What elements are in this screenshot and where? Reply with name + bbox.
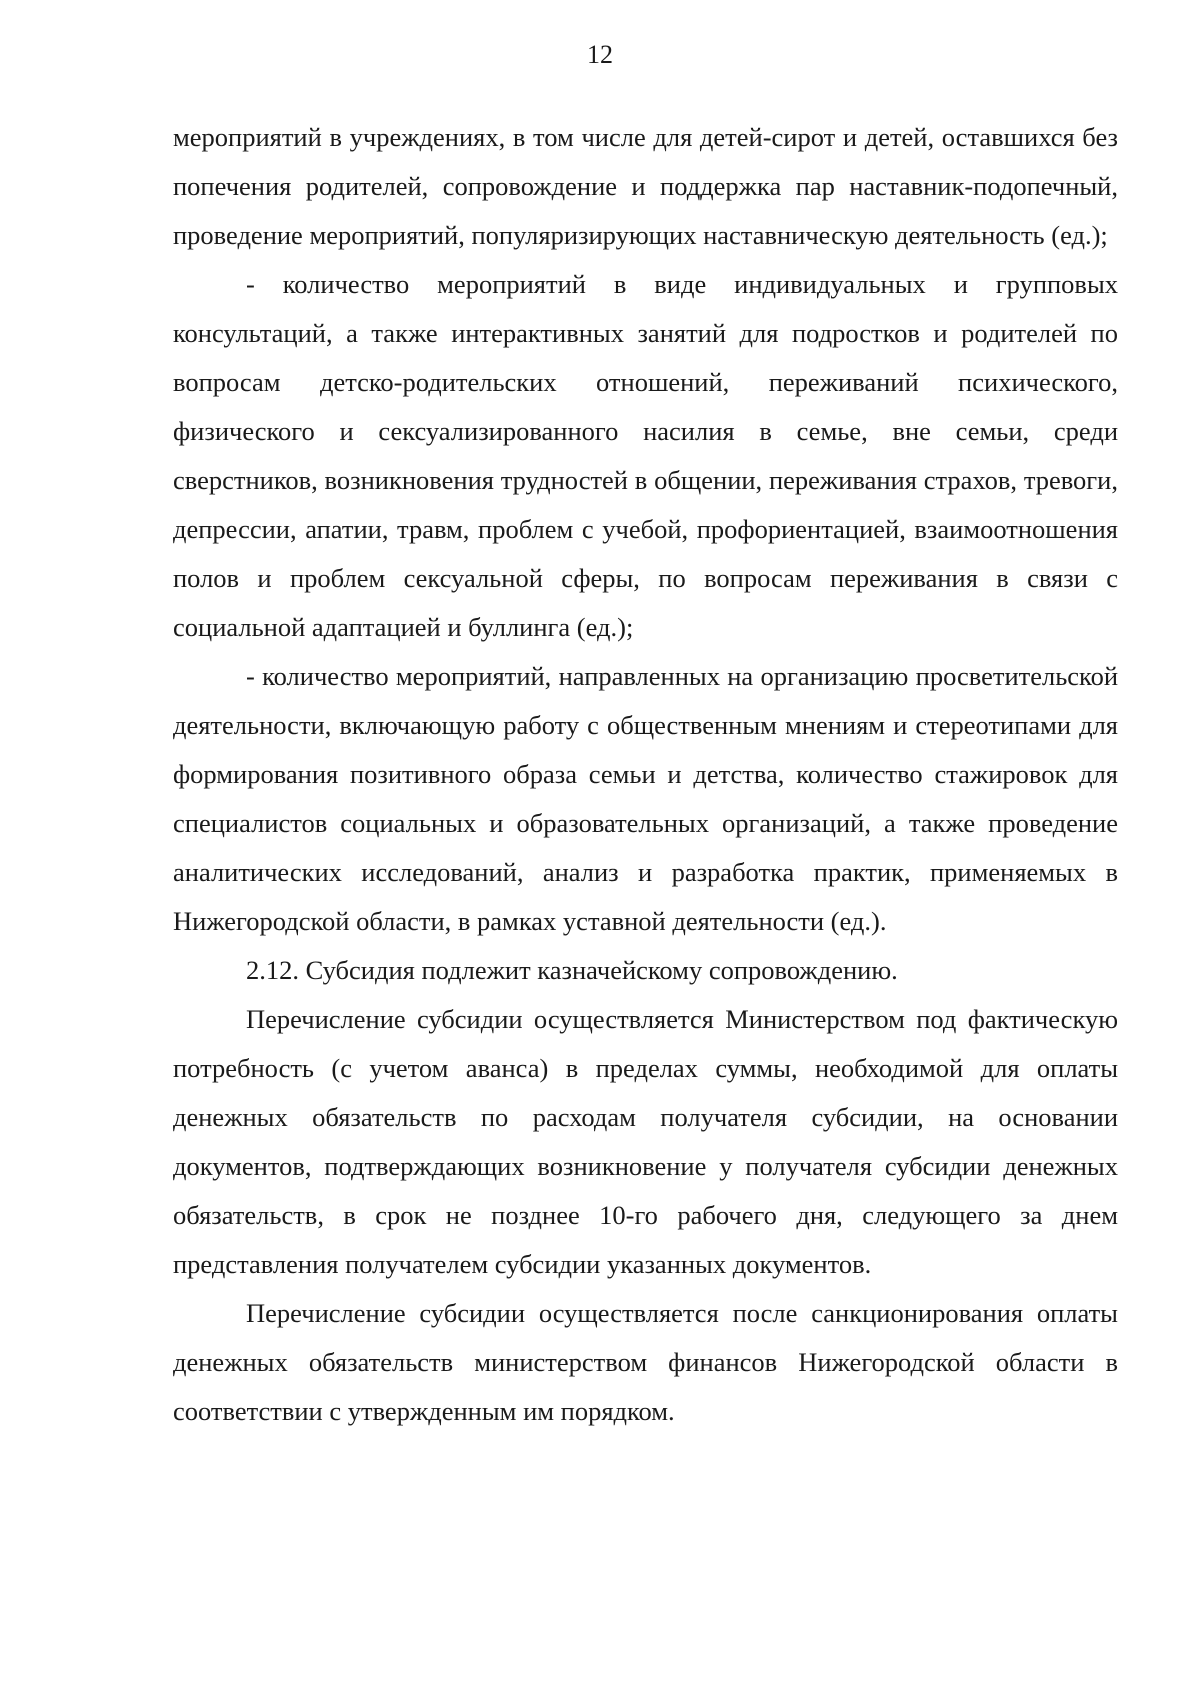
paragraph-section-2-12: 2.12. Субсидия подлежит казначейскому сопровождению. [246,955,898,985]
paragraph-education-item: - количество мероприятий, направленных на организацию просветительской деятельности, включающую работу с общественным мнениям и стереотипами для формирования позитивного образа семьи и детства, количество стажировок для специалистов социальных и образовательных организаций, а также проведение аналитических исследований, анализ и разработка практик, применяемых в Нижегородской области, в рамках уставной деятельности (ед.). [173,661,1118,936]
page-number: 12 [587,40,613,69]
document-body [173,113,1118,1436]
paragraph-transfer-sanction: Перечисление субсидии осуществляется после санкционирования оплаты денежных обязательств министерством финансов Нижегородской области в соответствии с утвержденным им порядком. [173,1298,1118,1426]
paragraph-continuation: мероприятий в учреждениях, в том числе для детей-сирот и детей, оставшихся без попечения родителей, сопровождение и поддержка пар наставник-подопечный, проведение мероприятий, популяризирующих наставническую деятельность (ед.); [173,122,1118,250]
paragraph-transfer-ministry: Перечисление субсидии осуществляется Министерством под фактическую потребность (с учетом аванса) в пределах суммы, необходимой для оплаты денежных обязательств по расходам получателя субсидии, на основании документов, подтверждающих возникновение у получателя субсидии денежных обязательств, в срок не позднее 10-го рабочего дня, следующего за днем представления получателем субсидии указанных документов. [173,1004,1118,1279]
paragraph-consultations-item: - количество мероприятий в виде индивидуальных и групповых консультаций, а также интерактивных занятий для подростков и родителей по вопросам детско-родительских отношений, переживаний психического, физического и сексуализированного насилия в семье, вне семьи, среди сверстников, возникновения трудностей в общении, переживания страхов, тревоги, депрессии, апатии, травм, проблем с учебой, профориентацией, взаимоотношения полов и проблем сексуальной сферы, по вопросам переживания в связи с социальной адаптацией и буллинга (ед.); [173,269,1118,642]
